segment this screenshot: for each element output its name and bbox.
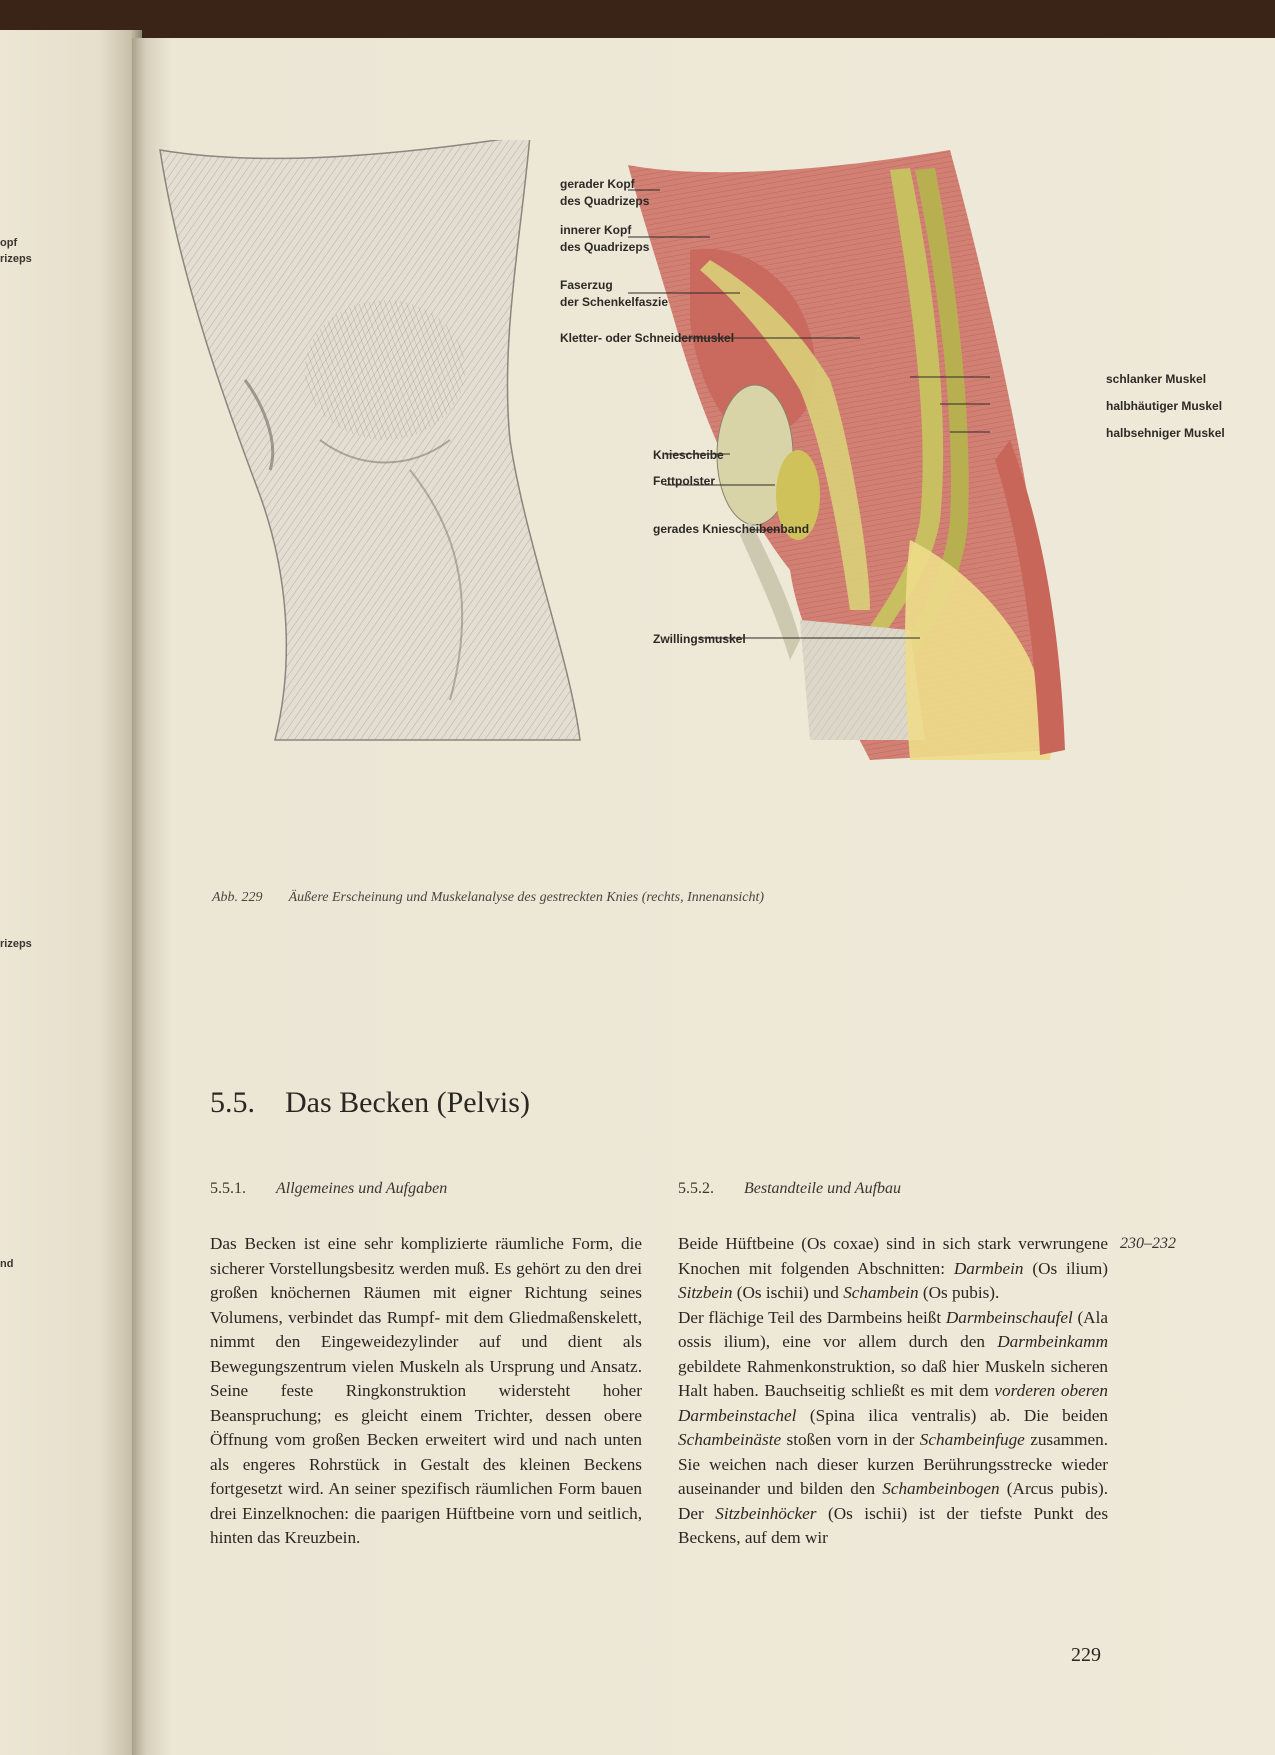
- label-patella: Kniescheibe: [653, 448, 724, 462]
- paragraph: Beide Hüftbeine (Os coxae) sind in sich stark verwrungene Knochen mit folgenden Abschnitten: Darmbein (Os ilium) Sitzbein (Os ischii) und Schambein (Os pubis).: [678, 1234, 1108, 1302]
- knee-figure: [150, 140, 1260, 880]
- caption-number: Abb. 229: [212, 890, 263, 905]
- section-title: Das Becken (Pelvis): [285, 1086, 530, 1119]
- paragraph: Der flächige Teil des Darmbeins heißt Darmbeinschaufel (Ala ossis ilium), eine vor allem durch den Darmbeinkamm gebildete Rahmenkonstruktion, so daß hier Muskeln sicheren Halt haben. Bauchseitig schließt es mit dem vorderen oberen Darmbeinstachel (Spina ilica ventralis) ab. Die beiden Schambeinäste stoßen vorn in der Schambeinfuge zusammen. Sie weichen nach dieser kurzen Berührungsstrecke wieder auseinander und bilden den Schambeinbogen (Arcus pubis). Der Sitzbeinhöcker (Os ischii) ist der tiefste Punkt des Beckens, auf dem wir: [678, 1307, 1109, 1547]
- subheading-left: [210, 1180, 447, 1198]
- subheading-number: 5.5.1.: [210, 1180, 246, 1197]
- subheading-number: 5.5.2.: [678, 1180, 714, 1197]
- knee-illustration: [150, 140, 1260, 880]
- label-vastus-medialis: innerer Kopf: [560, 223, 632, 237]
- margin-fragment: rizeps: [0, 253, 32, 265]
- margin-fragment: nd: [0, 1258, 14, 1270]
- label-semimembranosus: halbhäutiger Muskel: [1106, 399, 1223, 413]
- figure-caption: [212, 890, 764, 906]
- caption-text: Äußere Erscheinung und Muskelanalyse des gestreckten Knies (rechts, Innenansicht): [288, 890, 765, 905]
- label-rectus-femoris-2: des Quadrizeps: [560, 194, 650, 208]
- section-number: 5.5.: [210, 1086, 255, 1119]
- label-fascia-fibers: Faserzug: [560, 278, 613, 292]
- label-vastus-medialis-2: des Quadrizeps: [560, 240, 650, 254]
- label-fascia-fibers-2: der Schenkelfaszie: [560, 295, 669, 309]
- scan-edge: [0, 0, 1275, 42]
- label-patellar-ligament: gerades Kniescheibenband: [653, 522, 810, 536]
- margin-fragment: rizeps: [0, 938, 32, 950]
- paragraph: Das Becken ist eine sehr komplizierte räumliche Form, die sicherer Vorstellungsbesitz werden muß. Es gehört zu den drei großen knöchernen Räumen mit eigner Richtung seines Volumens, verbindet das Rumpf- mit dem Gliedmaßenskelett, nimmt den Eingeweidezylinder auf und dient als Bewegungszentrum vielen Muskeln als Ursprung und Ansatz. Seine feste Ringkonstruktion widersteht hoher Beanspruchung; es gleicht einem Trichter, dessen obere Öffnung vom großen Becken erweitert wird und nach unten als engeres Rohrstück in Gestalt des kleinen Beckens fortgesetzt wird. An seiner spezifisch räumlichen Form bauen drei Einzelknochen: die paarigen Hüftbeine vorn und seitlich, hinten das Kreuzbein.: [210, 1234, 642, 1547]
- section-heading: [210, 1086, 530, 1120]
- left-column-text: [210, 1232, 642, 1551]
- margin-fragment: opf: [0, 237, 18, 249]
- label-gastrocnemius: Zwillingsmuskel: [653, 632, 746, 646]
- subheading-title: Allgemeines und Aufgaben: [276, 1180, 448, 1197]
- label-semitendinosus: halbsehniger Muskel: [1106, 426, 1225, 440]
- label-gracilis: schlanker Muskel: [1106, 372, 1207, 386]
- pencil-knee-drawing: [160, 140, 580, 740]
- page-number: 229: [1071, 1644, 1101, 1666]
- previous-page-edge: [0, 30, 142, 1755]
- label-sartorius: Kletter- oder Schneidermuskel: [560, 331, 735, 345]
- subheading-title: Bestandteile und Aufbau: [744, 1180, 902, 1197]
- label-rectus-femoris: gerader Kopf: [560, 177, 635, 191]
- right-column-text: [678, 1232, 1108, 1551]
- label-fat-pad: Fettpolster: [653, 474, 716, 488]
- figure-reference: 230–232: [1120, 1235, 1176, 1252]
- subheading-right: [678, 1180, 901, 1198]
